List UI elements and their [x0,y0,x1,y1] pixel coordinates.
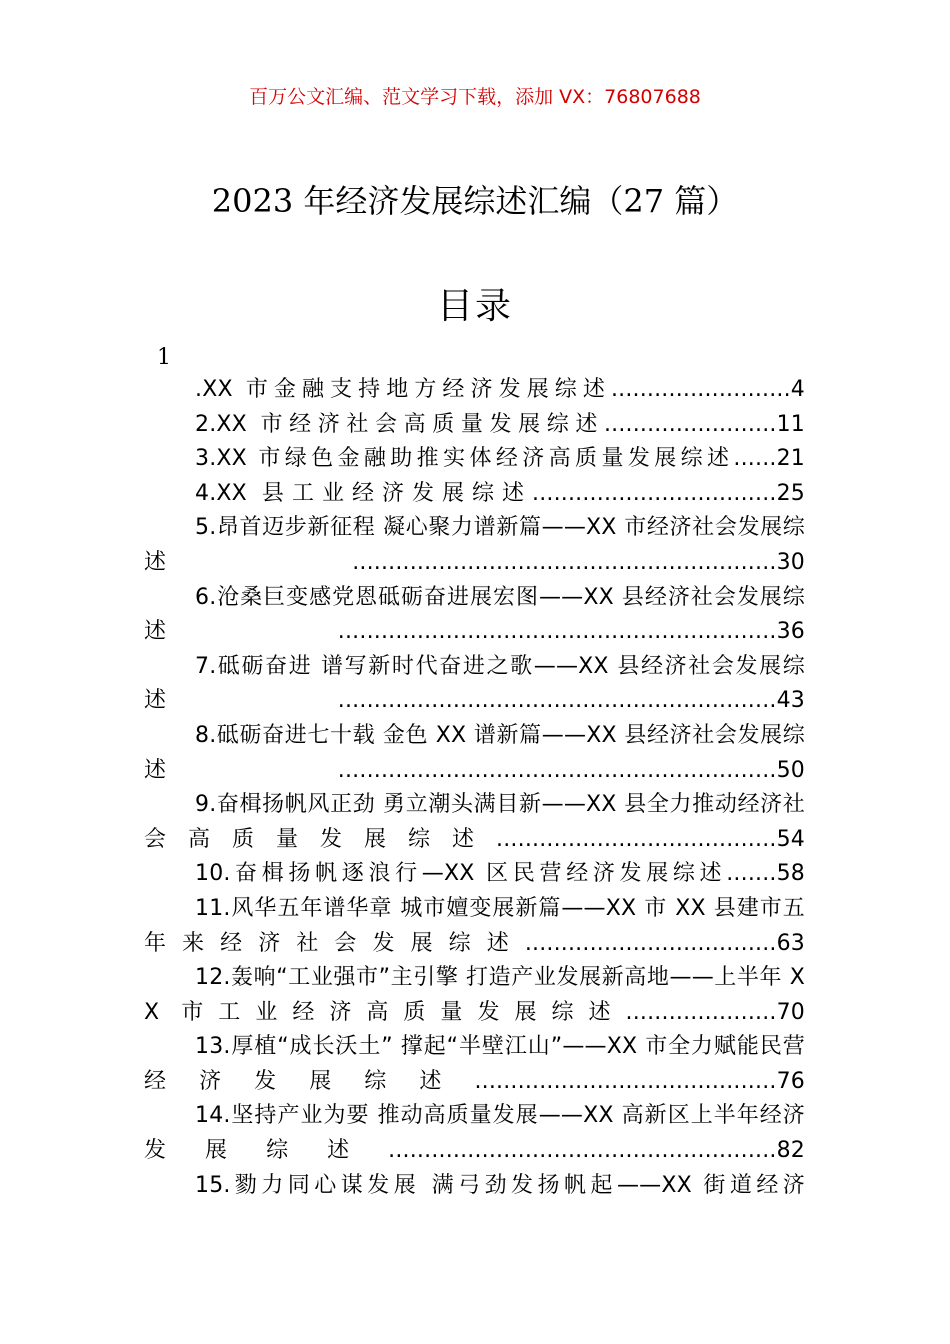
toc-heading: 目录 [436,286,513,327]
toc-leader: ............................................................. [337,619,777,645]
toc-entry[interactable] [144,442,805,477]
toc-page-number: 36 [776,619,805,645]
toc-leader: ................................... [524,930,777,956]
toc-entry[interactable] [144,1030,805,1099]
toc-leader: ....... [726,861,777,887]
document-title: 2023 年经济发展综述汇编（27 篇） [211,182,739,220]
toc-entry[interactable] [144,477,805,512]
toc-entry[interactable] [144,892,805,961]
toc-leader: ............................................................. [337,688,777,714]
toc-entry[interactable] [144,1169,805,1204]
toc-page-number: 11 [776,411,805,437]
toc-page-number: 82 [776,1138,805,1164]
toc-page-number: 76 [776,1068,805,1094]
toc-entry-text: 8.砥砺奋进七十载 金色 XX 谱新篇——XX 县经济社会发展综述 [144,722,805,783]
table-of-contents [144,373,805,1203]
toc-entry-text: 5.昂首迈步新征程 凝心聚力谱新篇——XX 市经济社会发展综述 [144,515,805,575]
toc-page-number: 25 [776,480,805,506]
toc-entry[interactable] [144,961,805,1030]
toc-leader: .................................. [532,480,777,506]
toc-entry-text: 2.XX 市经济社会高质量发展综述 [195,411,604,437]
toc-page-number: 43 [776,688,805,714]
toc-entry-text: 12.轰响“工业强市”主引擎 打造产业发展新高地——上半年 XX 市工业经济高质量发展综述 [144,965,805,1025]
toc-entry-text: 9.奋楫扬帆风正劲 勇立潮头满目新——XX 县全力推动经济社会高质量发展综述 [144,792,805,852]
toc-leader: ............................................................. [337,757,777,783]
promo-header [0,84,950,110]
toc-leader: .......................................... [474,1068,777,1094]
toc-leader: ...... [733,446,777,472]
toc-entry-text: 3.XX 市绿色金融助推实体经济高质量发展综述 [195,446,734,472]
toc-entry[interactable] [144,511,805,580]
toc-entry-text: .XX 市金融支持地方经济发展综述 [195,377,611,402]
toc-page-number: 54 [776,826,805,852]
toc-entry-text: 6.沧桑巨变感党恩砥砺奋进展宏图——XX 县经济社会发展综述 [144,584,805,645]
toc-entry[interactable] [144,857,805,892]
toc-page-number: 30 [776,549,805,575]
toc-entry[interactable] [144,373,805,408]
toc-entry-text: 15.勠力同心谋发展 满弓劲发扬帆起——XX 街道经济 [195,1172,805,1198]
promo-text: 百万公文汇编、范文学习下载，添加 VX：76807688 [249,86,701,108]
toc-page-number: 50 [776,757,805,783]
toc-page-number: 21 [776,446,805,472]
toc-entry-text: 11.风华五年谱华章 城市嬗变展新篇——XX 市 XX 县建市五年来经济社会发展综述 [144,895,805,956]
toc-leader: ........................................................... [352,549,777,575]
toc-entry-text: 4.XX 县工业经济发展综述 [195,480,533,506]
toc-entry[interactable] [144,719,805,788]
toc-entry-text: 14.坚持产业为要 推动高质量发展——XX 高新区上半年经济发展综述 [144,1103,805,1164]
toc-leader: ......................... [610,377,791,402]
toc-page-number: 4 [790,377,805,402]
toc-entry[interactable] [144,788,805,857]
stray-number: 1 [157,345,171,370]
toc-entry[interactable] [144,581,805,650]
toc-entry-text: 7.砥砺奋进 谱写新时代奋进之歌——XX 县经济社会发展综述 [144,653,805,714]
toc-leader: ..................... [625,999,777,1025]
toc-entry-text: 10.奋楫扬帆逐浪行—XX 区民营经济发展综述 [195,861,727,887]
toc-page-number: 58 [776,861,805,887]
toc-leader: ........................ [603,411,777,437]
toc-page-number: 63 [776,930,805,956]
toc-entry[interactable] [144,650,805,719]
toc-entry[interactable] [144,1099,805,1168]
toc-entry-text: 13.厚植“成长沃土” 撑起“半壁江山”——XX 市全力赋能民营经济发展综述 [144,1034,805,1094]
toc-leader: ...................................................... [388,1138,777,1164]
toc-entry[interactable] [144,408,805,443]
toc-leader: ....................................... [496,826,777,852]
toc-page-number: 70 [776,999,805,1025]
